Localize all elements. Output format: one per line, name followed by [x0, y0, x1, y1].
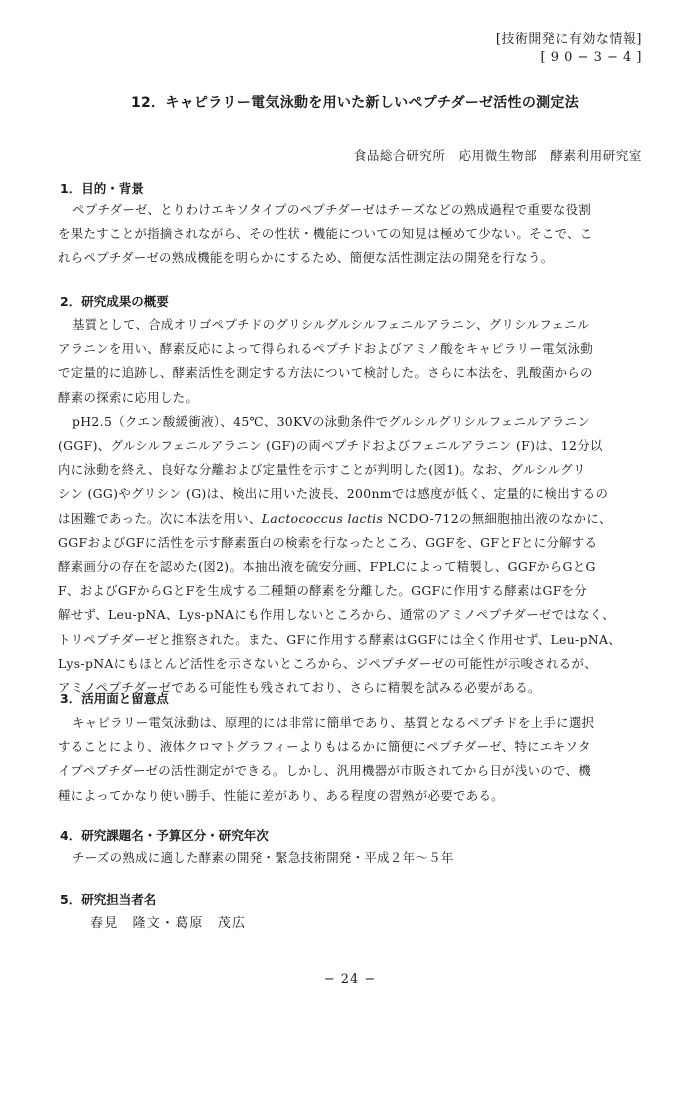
text-line: で定量的に追跡し、酵素活性を測定する方法について検討した。さらに本法を、乳酸菌からの [58, 365, 593, 381]
text-fragment: は困難であった。次に本法を用い、 [58, 510, 262, 526]
text-line: Lys-pNAにもほとんど活性を示さないところから、ジペプチダーゼの可能性が示唆されるが、 [58, 655, 598, 671]
text-line: ペプチダーゼ、とりわけエキソタイプのペプチダーゼはチーズなどの熟成過程で重要な役割 [72, 202, 592, 217]
text-line: 酵素の探索に応用した。 [58, 389, 199, 405]
text-line: アミノペプチダーゼである可能性も残されており、さらに精製を試みる必要がある。 [58, 680, 541, 696]
text-line: 内に泳動を終え、良好な分離および定量性を示すことが判明した(図1)。なお、グルシルグリ [58, 462, 586, 478]
page-number: − 24 − [323, 972, 377, 987]
section-body-results [58, 313, 638, 700]
info-number-tag: [ 9 0 − 3 − 4 ] [540, 50, 642, 65]
info-category-tag: [技術開発に有効な情報] [495, 32, 642, 47]
text-fragment: NCDO-712の無細胞抽出液のなかに、 [383, 510, 612, 526]
text-line: アラニンを用い、酵素反応によって得られるペプチドおよびアミノ酸をキャピラリー電気泳動 [58, 341, 594, 357]
text-line: 酵素画分の存在を認めた(図2)。本抽出液を硫安分画、FPLCによって精製し、GGFからGとG [58, 559, 596, 575]
text-line: シン (GG)やグリシン (G)は、検出に用いた波長、200nmでは感度が低く、定量的に検出するの [58, 486, 609, 502]
text-line: を果たすことが指摘されながら、その性状・機能についての知見は極めて少ない。そこで、こ [58, 226, 593, 242]
section-heading-project: 4．研究課題名・予算区分・研究年次 [60, 828, 269, 843]
text-line: イプペプチダーゼの活性測定ができる。しかし、汎用機器が市販されてから日が浅いので、機 [58, 763, 592, 779]
text-line: (GGF)、グルシルフェニルアラニン (GF)の両ペプチドおよびフェニルアラニン (F)は、12分以 [58, 438, 603, 454]
text-line: チーズの熟成に適した酵素の開発・緊急技術開発・平成２年～５年 [72, 850, 454, 865]
text-line: GGFおよびGFに活性を示す酵素蛋白の検索を行なったところ、GGFを、GFとFとに分解する [58, 534, 598, 550]
section-heading-application: 3．活用面と留意点 [60, 691, 169, 706]
text-line: することにより、液体クロマトグラフィーよりもはるかに簡便にペプチダーゼ、特にエキソタ [58, 739, 591, 755]
text-line: 種によってかなり使い勝手、性能に差があり、ある程度の習熟が必要である。 [58, 787, 504, 803]
species-name: Lactococcus lactis [261, 510, 384, 526]
page-title: 12．キャピラリー電気泳動を用いた新しいペプチダーゼ活性の測定法 [130, 95, 580, 111]
text-line: キャピラリー電気泳動は、原理的には非常に簡単であり、基質となるペプチドを上手に選択 [72, 715, 595, 730]
text-line: 解せず、Leu-pNA、Lys-pNAにも作用しないところから、通常のアミノペプチダーゼではなく、 [58, 607, 615, 623]
text-line: れらペプチダーゼの熟成機能を明らかにするため、簡便な活性測定法の開発を行なう。 [58, 250, 554, 266]
section-heading-researchers: 5．研究担当者名 [60, 892, 157, 907]
text-line [58, 507, 638, 531]
researcher-names: 春見 隆文・葛原 茂広 [90, 916, 247, 931]
section-body-purpose [58, 198, 638, 271]
section-body-project [58, 846, 638, 870]
section-heading-purpose: 1．目的・背景 [60, 181, 144, 196]
text-line: F、およびGFからGとFを生成する二種類の酵素を分離した。GGFに作用する酵素はGFを分 [58, 583, 588, 599]
text-line: pH2.5（クエン酸緩衝液）、45℃、30KVの泳動条件でグルシルグリシルフェニルアラニン [72, 413, 591, 429]
affiliation: 食品総合研究所 応用微生物部 酵素利用研究室 [353, 148, 642, 163]
section-heading-results: 2．研究成果の概要 [60, 294, 169, 309]
text-line: 基質として、合成オリゴペプチドのグリシルグルシルフェニルアラニン、グリシルフェニル [72, 317, 590, 332]
section-body-application [58, 711, 638, 808]
text-line: トリペプチダーゼと推察された。また、GFに作用する酵素はGGFには全く作用せず、Leu-pNA、 [58, 631, 622, 647]
